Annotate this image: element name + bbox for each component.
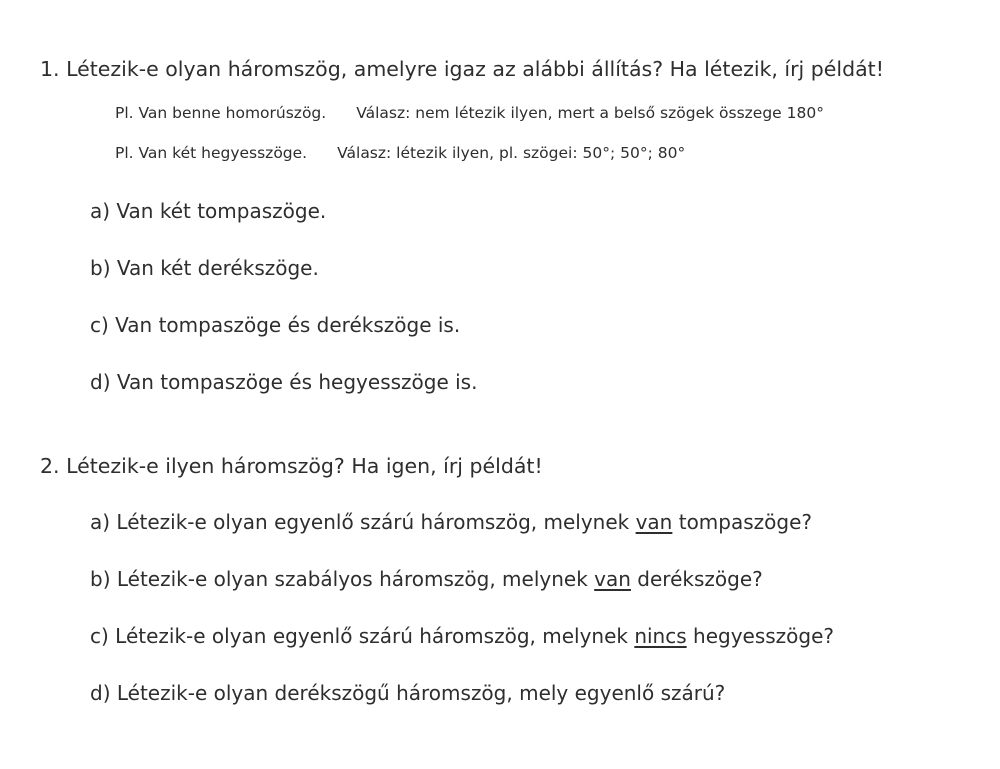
question-2-item-c xyxy=(90,624,834,648)
question-1-item-a: a) Van két tompaszöge. xyxy=(90,199,327,223)
question-2-item-c-underlined: nincs xyxy=(634,624,687,648)
example-2 xyxy=(115,144,685,162)
question-2-item-b-text: b) Létezik-e olyan szabályos háromszög, melynek xyxy=(90,567,595,591)
question-1-title: 1. Létezik-e olyan háromszög, amelyre igaz az alábbi állítás? Ha létezik, írj példát! xyxy=(40,57,884,81)
example-2-answer: Válasz: létezik ilyen, pl. szögei: 50°; 50°; 80° xyxy=(337,144,686,162)
question-2-item-b-end: derékszöge? xyxy=(630,567,763,591)
question-2-item-a-end: tompaszöge? xyxy=(672,510,813,534)
question-2-title: 2. Létezik-e ilyen háromszög? Ha igen, írj példát! xyxy=(40,454,543,478)
question-1-item-c: c) Van tompaszöge és derékszöge is. xyxy=(90,313,461,337)
question-2-item-b xyxy=(90,567,763,591)
question-1-item-b: b) Van két derékszöge. xyxy=(90,256,319,280)
question-2-item-b-underlined: van xyxy=(594,567,631,591)
question-2-item-c-end: hegyesszöge? xyxy=(686,624,835,648)
question-2-item-a xyxy=(90,510,812,534)
example-1 xyxy=(115,104,824,122)
question-1-item-d: d) Van tompaszöge és hegyesszöge is. xyxy=(90,370,478,394)
question-2-item-d xyxy=(90,681,725,705)
question-2-item-a-underlined: van xyxy=(635,510,673,534)
question-2-item-d-text: d) Létezik-e olyan derékszögű háromszög, mely egyenlő szárú? xyxy=(90,681,726,705)
question-2-item-a-text: a) Létezik-e olyan egyenlő szárú háromszög, melynek xyxy=(90,510,636,534)
example-1-answer: Válasz: nem létezik ilyen, mert a belső szögek összege 180° xyxy=(356,104,824,122)
question-2-item-c-text: c) Létezik-e olyan egyenlő szárú háromszög, melynek xyxy=(90,624,635,648)
example-2-statement: Pl. Van két hegyesszöge. xyxy=(115,144,308,162)
example-1-statement: Pl. Van benne homorúszög. xyxy=(115,104,327,122)
